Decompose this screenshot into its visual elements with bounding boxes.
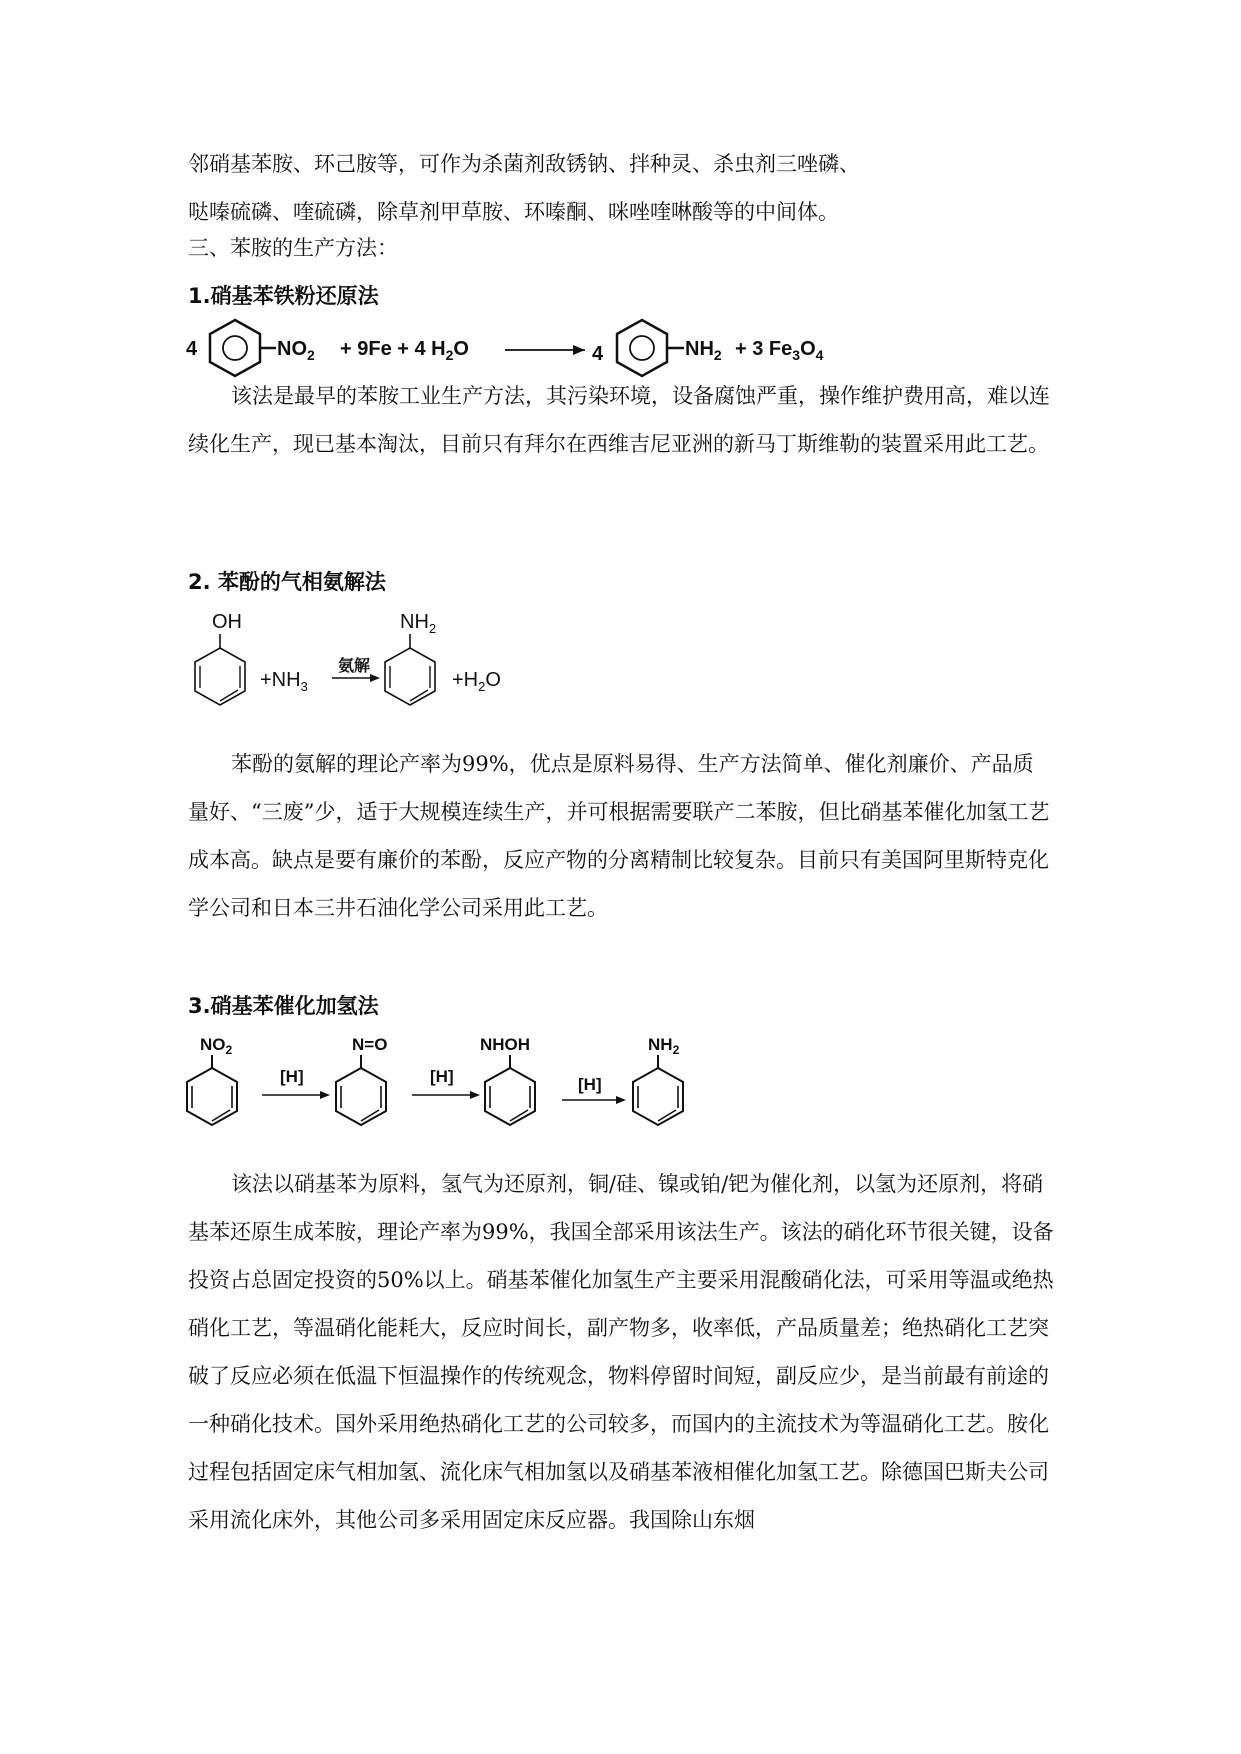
amine-group: NH bbox=[685, 338, 714, 360]
method-3-paragraph: 该法以硝基苯为原料，氢气为还原剂，铜/硅、镍或铂/钯为催化剂，以氢为还原剂，将硝基苯还原生成苯胺，理论产率为99%，我国全部采用该法生产。该法的硝化环节很关键，设备投资占总固定投资的50%以上。硝基苯催化加氢生产主要采用混酸硝化法，可采用等温或绝热硝化工艺，等温硝化能耗大，反应时间长，副产物多，收率低，产品质量差；绝热硝化工艺突破了反应必须在低温下恒温操作的传统观念，物料停留时间短，副反应少，是当前最有前途的一种硝化技术。国外采用绝热硝化工艺的公司较多，而国内的主流技术为等温硝化工艺。胺化过程包括固定床气相加氢、流化床气相加氢以及硝基苯液相催化加氢工艺。除德国巴斯夫公司采用流化床外，其他公司多采用固定床反应器。我国除山东烟 bbox=[188, 1172, 1054, 1532]
method-2-heading: 2. 苯酚的气相氨解法 bbox=[188, 570, 386, 594]
svg-text:+NH3: $+NH_3$ bbox=[260, 669, 308, 694]
nitro-group-label: NO bbox=[200, 1035, 226, 1054]
svg-text:NO2: $NO_2$ bbox=[200, 1035, 233, 1057]
hydrogen-label-3: [H] bbox=[578, 1075, 602, 1094]
intro-line-1: 邻硝基苯胺、环己胺等，可作为杀菌剂敌锈钠、拌种灵、杀虫剂三唑磷、 bbox=[188, 152, 860, 176]
hydrogen-label-1: [H] bbox=[280, 1067, 304, 1086]
water-product: +H bbox=[452, 669, 479, 691]
section-3-heading: 三、苯胺的生产方法： bbox=[188, 236, 398, 260]
svg-text:NH2: $NH_2$ bbox=[685, 338, 722, 363]
intro-line-2: 哒嗪硫磷、喹硫磷，除草剂甲草胺、环嗪酮、咪唑喹啉酸等的中间体。 bbox=[188, 200, 839, 224]
eq1-byproduct: + 3 Fe bbox=[735, 338, 793, 360]
amino-group: NH bbox=[400, 611, 429, 633]
hydroxylamine-group-label: NHOH bbox=[480, 1035, 531, 1054]
svg-text:+ 9Fe + 4 H2O: + 9Fe + 4 $H_2O$ bbox=[340, 338, 469, 363]
hydroxyl-group: OH bbox=[212, 611, 242, 633]
svg-text:+H2O: $+H_2O$ bbox=[452, 669, 501, 694]
svg-text:NO2: $NO_2$ bbox=[277, 338, 315, 363]
eq1-reagents: + 9Fe + 4 H bbox=[340, 338, 446, 360]
ammonia-reagent: +NH bbox=[260, 669, 301, 691]
iron-reduction-equation bbox=[180, 320, 880, 380]
method-1-paragraph: 该法是最早的苯胺工业生产方法，其污染环境，设备腐蚀严重，操作维护费用高，难以连续化生产，现已基本淘汰，目前只有拜尔在西维吉尼亚洲的新马丁斯维勒的装置采用此工艺。 bbox=[188, 384, 1050, 456]
svg-text:+ 3 Fe3O4: + 3 $Fe_3O_4$ bbox=[735, 338, 824, 363]
method-1-heading: 1.硝基苯铁粉还原法 bbox=[188, 284, 379, 308]
hydrogenation-scheme bbox=[180, 1030, 700, 1140]
svg-text:NH2: $NH_2$ bbox=[400, 611, 437, 636]
phenol-ammonolysis-equation bbox=[190, 606, 590, 726]
method-2-paragraph: 苯酚的氨解的理论产率为99%，优点是原料易得、生产方法简单、催化剂廉价、产品质量好、“三废”少，适于大规模连续生产，并可根据需要联产二苯胺，但比硝基苯催化加氢工艺成本高。缺点是要有廉价的苯酚，反应产物的分离精制比较复杂。目前只有美国阿里斯特克化学公司和日本三井石油化学公司采用此工艺。 bbox=[188, 752, 1050, 920]
ammonolysis-label: 氨解 bbox=[338, 658, 371, 675]
eq1-coefficient: 4 bbox=[186, 338, 198, 360]
amino-group-label: NH bbox=[648, 1035, 673, 1054]
method-3-heading: 3.硝基苯催化加氢法 bbox=[188, 994, 379, 1018]
eq1-product-coefficient: 4 bbox=[592, 343, 604, 365]
svg-text:NH2: $NH_2$ bbox=[648, 1035, 680, 1057]
hydrogen-label-2: [H] bbox=[430, 1067, 454, 1086]
nitroso-group-label: N=O bbox=[352, 1035, 388, 1054]
nitro-group: NO bbox=[277, 338, 307, 360]
